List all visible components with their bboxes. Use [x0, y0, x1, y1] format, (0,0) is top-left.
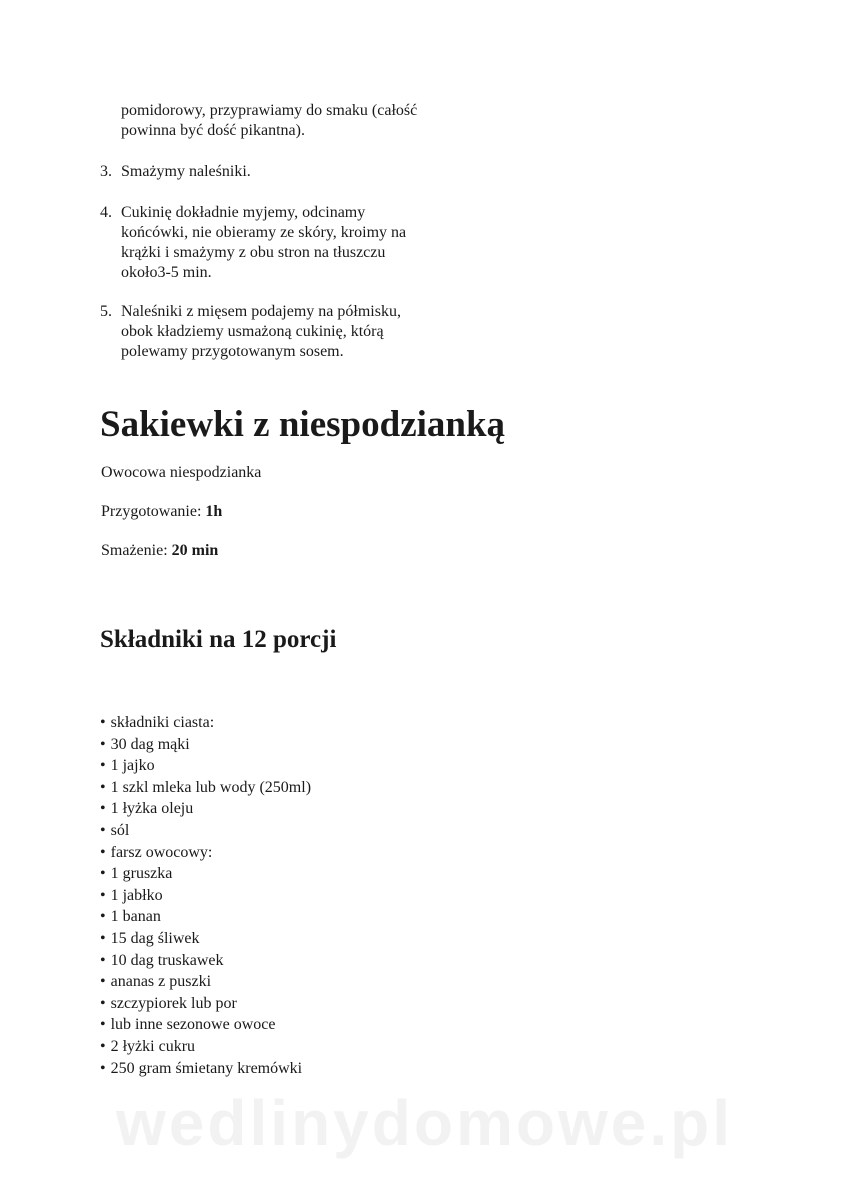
ingredient-item: • szczypiorek lub por — [100, 993, 311, 1015]
recipe-title: Sakiewki z niespodzianką — [100, 404, 506, 445]
ingredients-heading: Składniki na 12 porcji — [100, 626, 337, 653]
ingredient-item: • 1 jajko — [100, 755, 311, 777]
step-line: Cukinię dokładnie myjemy, odcinamy — [121, 204, 366, 221]
step-3 — [100, 162, 480, 182]
ingredient-item: • sól — [100, 820, 311, 842]
step-line: powinna być dość pikantna). — [121, 122, 305, 139]
ingredient-item: • składniki ciasta: — [100, 712, 311, 734]
ingredient-item: • 1 łyżka oleju — [100, 798, 311, 820]
step-number: 5. — [100, 303, 112, 320]
ingredient-item: • lub inne sezonowe owoce — [100, 1014, 311, 1036]
ingredient-item: • ananas z puszki — [100, 971, 311, 993]
ingredient-item: • 1 jabłko — [100, 885, 311, 907]
ingredient-item: • 1 banan — [100, 906, 311, 928]
step-line: polewamy przygotowanym sosem. — [121, 343, 344, 360]
step-line: obok kładziemy usmażoną cukinię, którą — [121, 323, 384, 340]
ingredient-item: • 15 dag śliwek — [100, 928, 311, 950]
step-4 — [100, 203, 480, 283]
ingredient-item: • 10 dag truskawek — [100, 950, 311, 972]
step-5 — [100, 302, 480, 362]
step-line: Naleśniki z mięsem podajemy na półmisku, — [121, 303, 401, 320]
ingredient-item: • 250 gram śmietany kremówki — [100, 1058, 311, 1080]
prep-time — [101, 502, 222, 522]
ingredient-item: • farsz owocowy: — [100, 842, 311, 864]
prep-time-value: 1h — [205, 503, 223, 520]
fry-time — [101, 541, 218, 561]
fry-time-value: 20 min — [171, 542, 219, 559]
ingredients-list — [100, 712, 311, 1079]
step-2-continuation — [100, 101, 480, 141]
watermark: wedlinydomowe.pl — [116, 1087, 733, 1159]
ingredient-item: • 2 łyżki cukru — [100, 1036, 311, 1058]
step-number: 3. — [100, 163, 112, 180]
step-line: pomidorowy, przyprawiamy do smaku (całość — [121, 102, 418, 119]
step-line: Smażymy naleśniki. — [121, 163, 251, 180]
step-line: końcówki, nie obieramy ze skóry, kroimy na — [121, 224, 407, 241]
recipe-subtitle: Owocowa niespodzianka — [101, 464, 262, 481]
fry-time-label: Smażenie: — [101, 542, 172, 559]
step-line: około3-5 min. — [121, 264, 212, 281]
ingredient-item: • 30 dag mąki — [100, 734, 311, 756]
step-line: krążki i smażymy z obu stron na tłuszczu — [121, 244, 386, 261]
ingredient-item: • 1 gruszka — [100, 863, 311, 885]
ingredient-item: • 1 szkl mleka lub wody (250ml) — [100, 777, 311, 799]
prep-time-label: Przygotowanie: — [101, 503, 206, 520]
step-number: 4. — [100, 204, 112, 221]
